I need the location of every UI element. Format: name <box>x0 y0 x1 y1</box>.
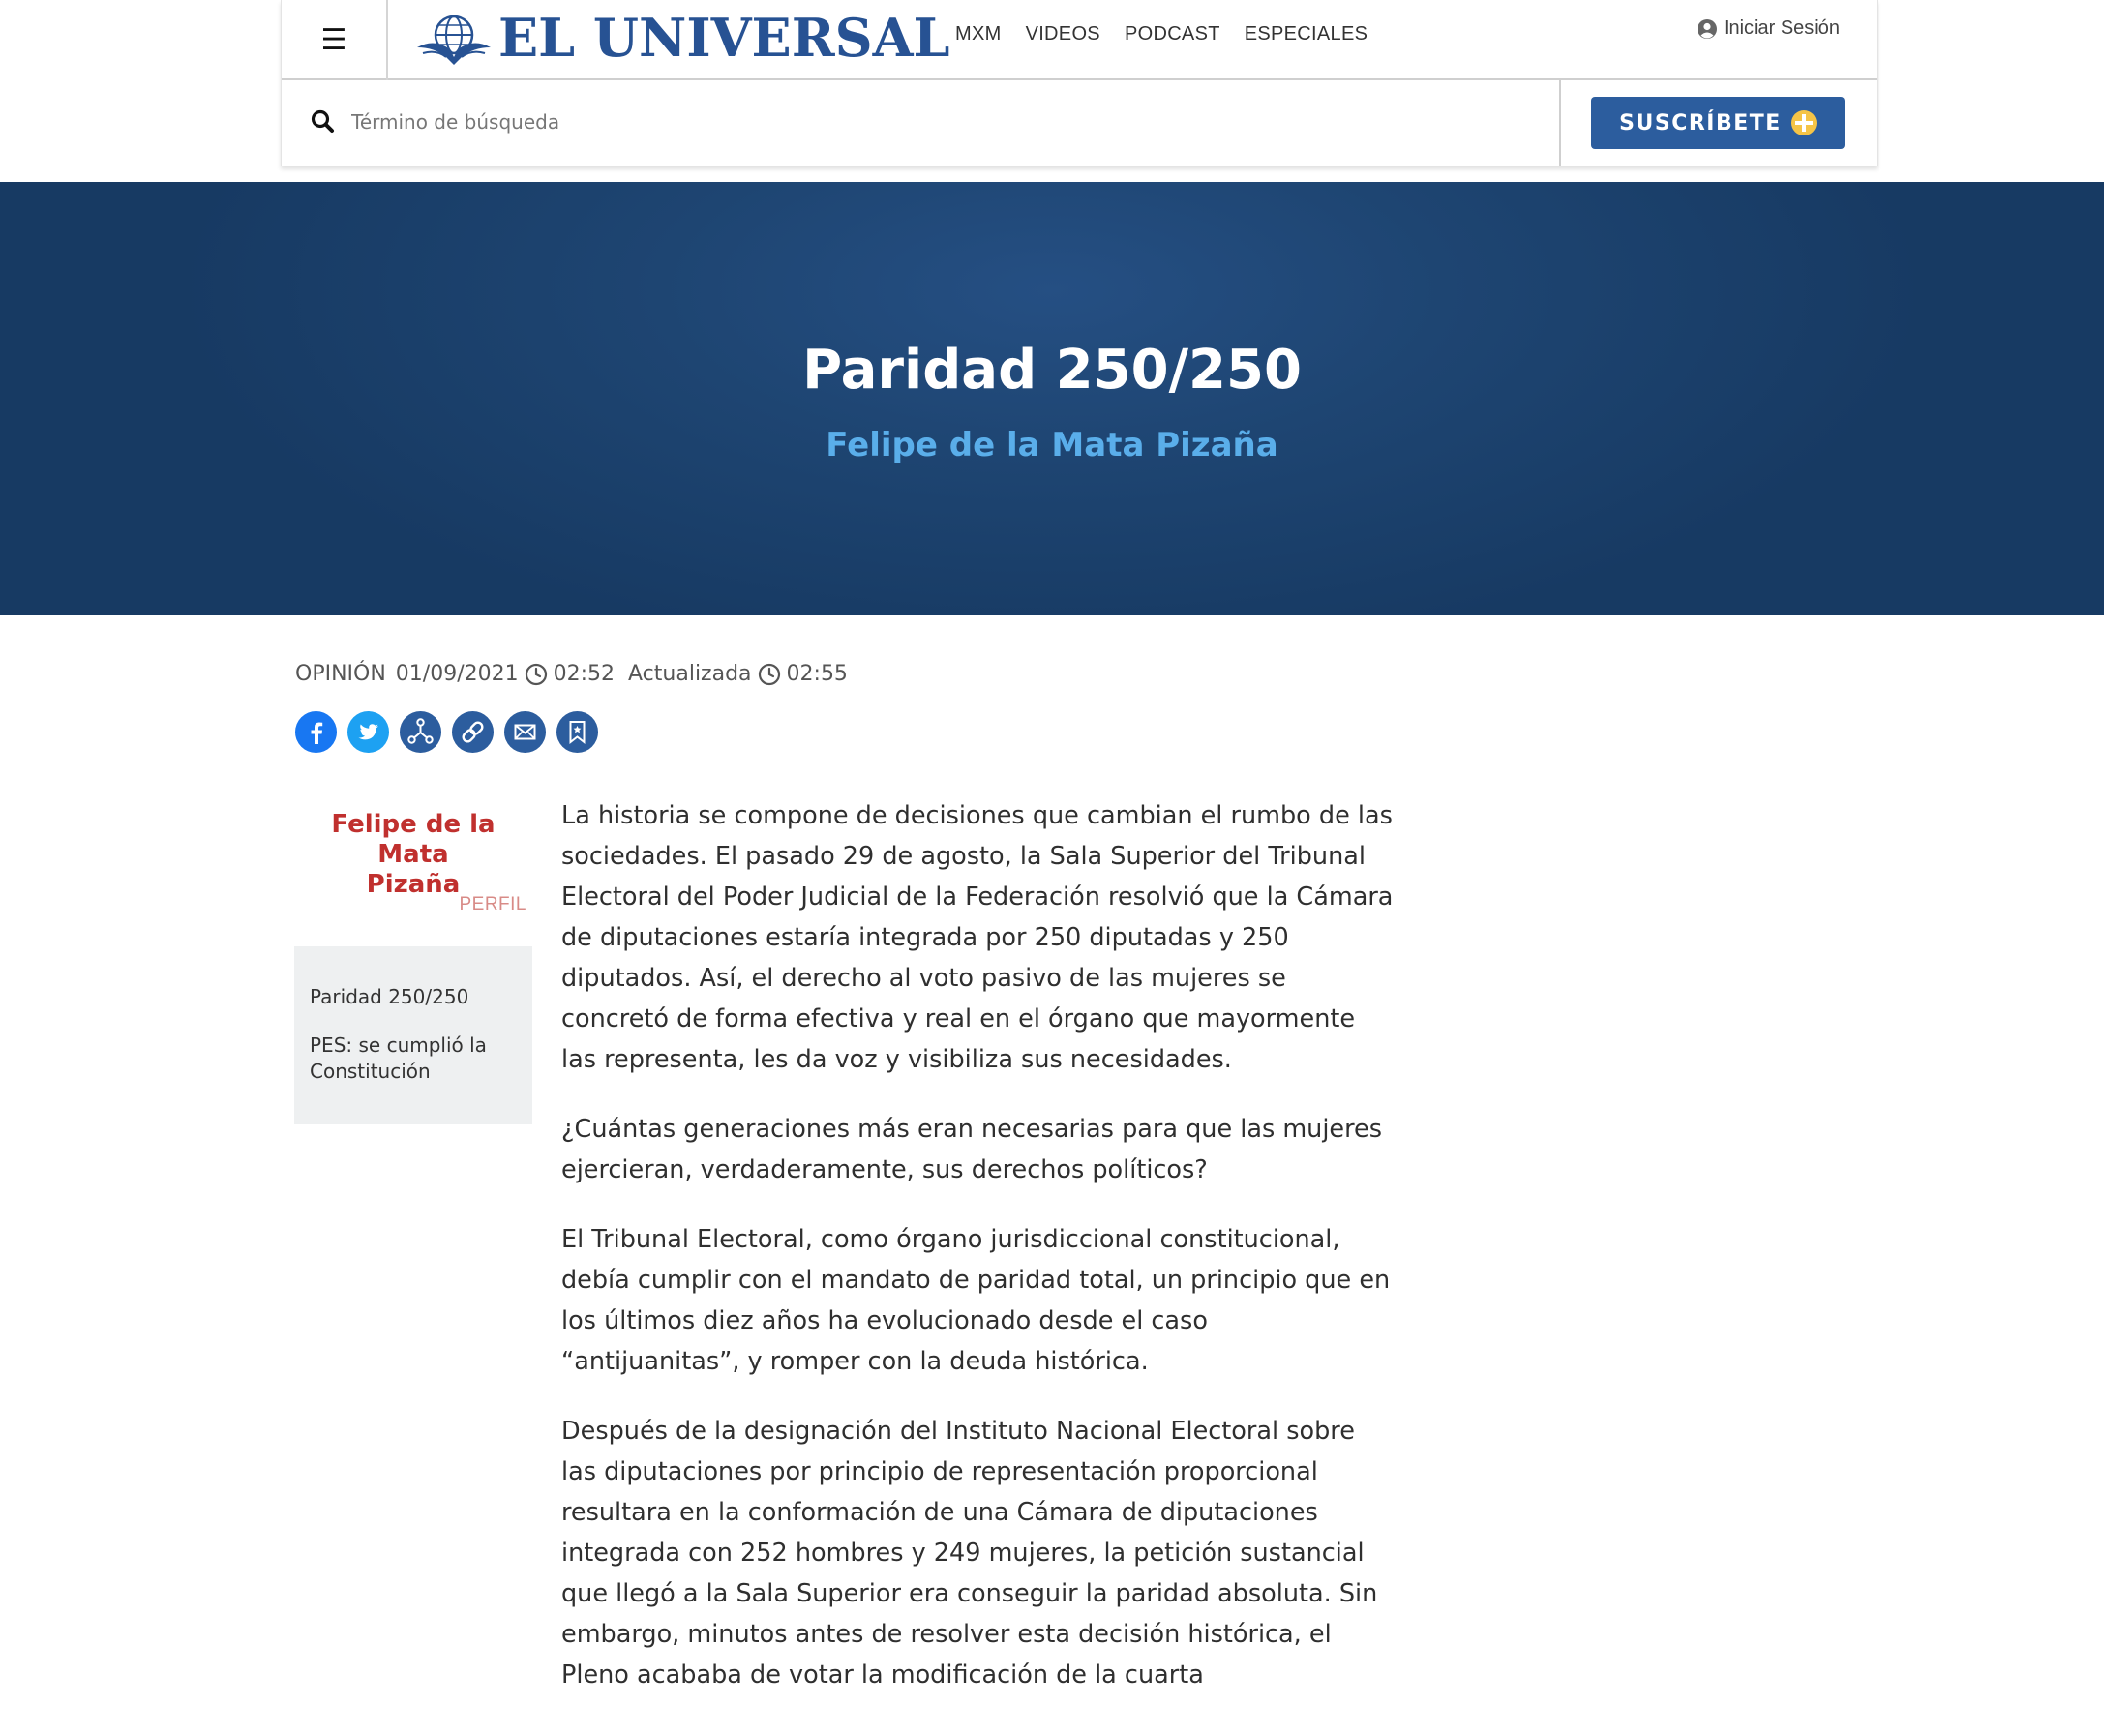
sidebar-author-line2: Pizaña <box>366 870 461 899</box>
nav-item-especiales[interactable]: ESPECIALES <box>1244 23 1368 45</box>
subscribe-button[interactable] <box>1591 97 1845 149</box>
share-network-button[interactable] <box>400 711 441 753</box>
top-bar <box>282 0 1877 80</box>
globe-eagle-logo-icon <box>415 9 493 67</box>
site-logo[interactable] <box>415 6 949 70</box>
bookmark-icon <box>556 711 598 753</box>
publish-date: 01/09/2021 <box>395 662 519 686</box>
facebook-icon <box>295 711 337 753</box>
sidebar-author-link[interactable] <box>294 810 532 900</box>
login-button[interactable] <box>1697 17 1840 40</box>
hero-author-link[interactable]: Felipe de la Mata Pizaña <box>826 426 1278 464</box>
article-hero <box>0 182 2104 615</box>
article-title: Paridad 250/250 <box>802 339 1302 402</box>
user-circle-icon <box>1697 18 1718 40</box>
article-paragraph: ¿Cuántas generaciones más eran necesarias para que las mujeres ejercieran, verdaderamente, sus derechos políticos? <box>561 1115 1383 1184</box>
article-paragraph: La historia se compone de decisiones que cambian el rumbo de las sociedades. El pasado 29 de agosto, la Sala Superior del Tribunal Electoral del Poder Judicial de la Federación resolvió que la Cámara de diputaciones estaría integrada por 250 diputadas y 250 diputados. Así, el derecho al voto pasivo de las mujeres se concretó de forma efectiva y real en el órgano que mayormente las representa, les da voz y visibiliza sus necesidades. <box>561 801 1394 1074</box>
share-facebook-button[interactable] <box>295 711 337 753</box>
search-divider <box>1559 80 1561 166</box>
nav-item-videos[interactable]: VIDEOS <box>1025 23 1100 45</box>
article-paragraph: Después de la designación del Instituto Nacional Electoral sobre las diputaciones por principio de representación proporcional resultara en la conformación de una Cámara de diputaciones integrada con 252 hombres y 249 mujeres, la petición sustancial que llegó a la Sala Superior era conseguir la paridad absoluta. Sin embargo, minutos antes de resolver esta decisión histórica, el Pleno acababa de votar la modificación de la cuarta <box>561 1417 1378 1690</box>
hamburger-menu-icon[interactable]: ☰ <box>320 23 347 57</box>
link-icon <box>452 711 494 753</box>
related-columns-box <box>294 946 532 1124</box>
main-nav <box>955 23 1368 45</box>
nav-item-podcast[interactable]: PODCAST <box>1124 23 1220 45</box>
subscribe-label: SUSCRÍBETE <box>1619 110 1782 135</box>
share-twitter-button[interactable] <box>347 711 389 753</box>
updated-label: Actualizada <box>628 662 752 686</box>
plus-icon <box>1791 110 1817 135</box>
share-bar <box>295 711 598 753</box>
profile-link[interactable]: PERFIL <box>459 894 526 914</box>
site-header <box>281 0 1878 166</box>
menu-divider <box>386 0 388 80</box>
updated-time: 02:55 <box>786 662 848 686</box>
share-email-button[interactable] <box>504 711 546 753</box>
clock-icon <box>758 663 781 686</box>
related-column-link[interactable]: Paridad 250/250 <box>310 985 469 1008</box>
clock-icon <box>525 663 548 686</box>
section-label: OPINIÓN <box>295 662 386 686</box>
twitter-icon <box>347 711 389 753</box>
article-meta <box>295 662 848 686</box>
logo-text: EL UNIVERSAL <box>498 7 950 69</box>
related-column-link[interactable]: PES: se cumplió la Constitución <box>310 1033 487 1083</box>
nav-item-mxm[interactable]: MXM <box>955 23 1002 45</box>
email-icon <box>504 711 546 753</box>
article-paragraph: El Tribunal Electoral, como órgano jurisdiccional constitucional, debía cumplir con el mandato de paridad total, un principio que en los últimos diez años ha evolucionado desde el caso “antijuanitas”, y romper con la deuda histórica. <box>561 1225 1391 1376</box>
bookmark-button[interactable] <box>556 711 598 753</box>
search-bar <box>282 80 1877 166</box>
search-icon[interactable] <box>309 107 338 136</box>
publish-time: 02:52 <box>553 662 616 686</box>
copy-link-button[interactable] <box>452 711 494 753</box>
article-body <box>561 795 1394 1724</box>
login-label: Iniciar Sesión <box>1723 17 1840 39</box>
share-icon <box>400 711 441 753</box>
sidebar-author-line1: Felipe de la Mata <box>331 810 496 869</box>
search-input[interactable] <box>349 100 1511 144</box>
